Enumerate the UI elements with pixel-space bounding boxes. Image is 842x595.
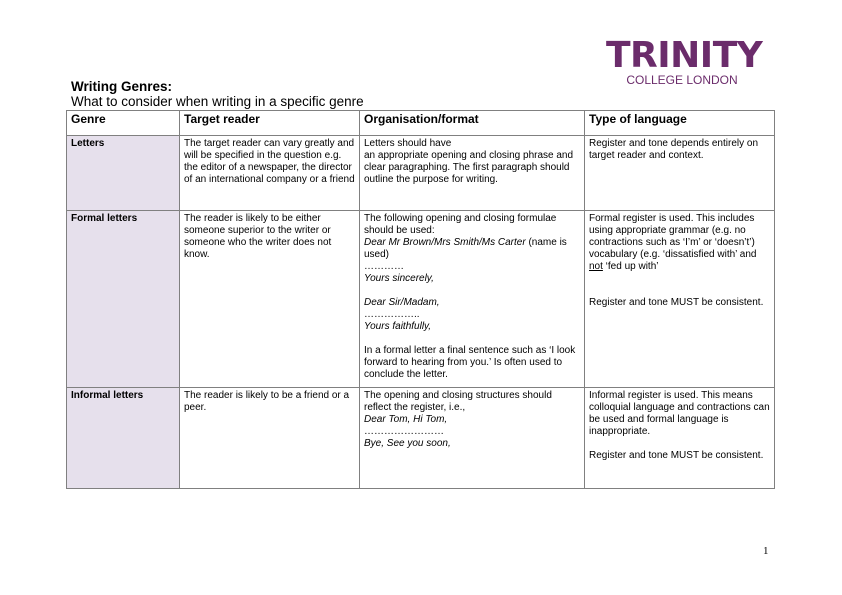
ellipsis-line: ……………………	[364, 426, 444, 437]
language-paragraph: Formal register is used. This includes using appropriate grammar (e.g. no contractions such as ‘I’m’ or ‘doesn’t’)	[589, 213, 755, 248]
closing-example: Yours sincerely,	[364, 273, 434, 284]
language-paragraph	[589, 249, 770, 273]
table-row-informal-letters	[67, 388, 775, 489]
organisation-cell	[360, 211, 585, 388]
salutation-example: Dear Tom, Hi Tom,	[364, 414, 448, 425]
trinity-logo	[606, 35, 763, 87]
genre-cell: Formal letters	[67, 211, 180, 388]
header-genre: Genre	[67, 111, 180, 136]
language-text: vocabulary (e.g. ‘dissatisfied with’ and	[589, 249, 757, 260]
logo-wordmark: TRINITY	[606, 35, 763, 76]
language-cell	[585, 211, 775, 388]
writing-genres-table	[66, 110, 775, 489]
logo-subtitle: COLLEGE LONDON	[626, 73, 738, 87]
document-title: Writing Genres:	[71, 79, 173, 94]
organisation-cell	[360, 136, 585, 211]
salutation-example: Dear Mr Brown/Mrs Smith/Ms Carter	[364, 237, 526, 248]
language-paragraph: Informal register is used. This means colloquial language and contractions can be used and formal language is inappropriate.	[589, 390, 770, 437]
ellipsis-line: …………	[364, 261, 404, 272]
header-target-reader: Target reader	[180, 111, 360, 136]
header-organisation: Organisation/format	[360, 111, 585, 136]
organisation-intro: The opening and closing structures should reflect the register, i.e.,	[364, 390, 552, 413]
genre-cell: Informal letters	[67, 388, 180, 489]
organisation-line: Letters should have	[364, 138, 452, 149]
genre-cell: Letters	[67, 136, 180, 211]
table-row-formal-letters	[67, 211, 775, 388]
organisation-final: In a formal letter a final sentence such as ‘I look forward to hearing from you.’ Is often used to conclude the letter.	[364, 345, 576, 380]
spacer	[589, 438, 770, 450]
underlined-not: not	[589, 261, 603, 272]
spacer	[364, 333, 580, 345]
language-paragraph: Register and tone MUST be consistent.	[589, 297, 764, 308]
table-row-letters	[67, 136, 775, 211]
salutation-example: Dear Sir/Madam,	[364, 297, 440, 308]
organisation-example	[364, 237, 580, 261]
organisation-cell	[360, 388, 585, 489]
closing-example: Bye, See you soon,	[364, 438, 451, 449]
spacer	[589, 273, 770, 285]
header-language: Type of language	[585, 111, 775, 136]
salutation-note: (name is used)	[364, 237, 567, 260]
organisation-line: an appropriate opening and closing phrase and clear paragraphing. The first paragraph should outline the purpose for writing.	[364, 150, 574, 185]
closing-example: Yours faithfully,	[364, 321, 432, 332]
language-text: ‘fed up with’	[602, 261, 659, 272]
page-number: 1	[763, 545, 769, 557]
language-paragraph: Register and tone MUST be consistent.	[589, 450, 764, 461]
ellipsis-line: ……………..	[364, 309, 420, 320]
table-header-row	[67, 111, 775, 136]
target-reader-cell: The reader is likely to be a friend or a peer.	[180, 388, 360, 489]
organisation-intro: The following opening and closing formulae should be used:	[364, 213, 557, 236]
target-reader-cell: The reader is likely to be either someone superior to the writer or someone who the writer does not know.	[180, 211, 360, 388]
language-cell	[585, 388, 775, 489]
spacer	[589, 285, 770, 297]
language-cell: Register and tone depends entirely on target reader and context.	[585, 136, 775, 211]
target-reader-cell: The target reader can vary greatly and will be specified in the question e.g. the editor of a newspaper, the director of an international company or a friend	[180, 136, 360, 211]
spacer	[364, 285, 580, 297]
document-subtitle: What to consider when writing in a specific genre	[71, 94, 364, 109]
